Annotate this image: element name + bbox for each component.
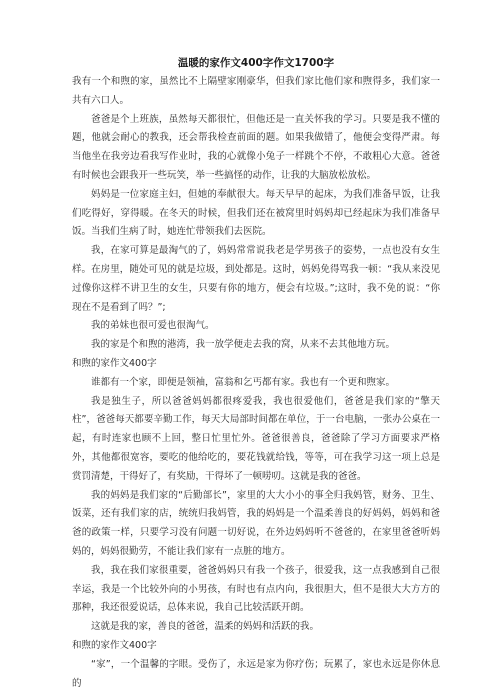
paragraph: 我是独生子，所以爸爸妈妈都很疼爱我，我也很爱他们，爸爸是我们家的“擎天柱”，爸爸每天都要辛勤工作，每天大局部时间都在单位，于一台电脑，一张办公桌在一起，有时连家也顾不上回，整日忙里忙外。爸爸很善良，爸爸除了学习方面要求严格外，其他都很宽容，要吃的他给吃的，要花钱就给钱，等等，可在我学习这一项上总是赏罚清楚，干得好了，有奖励，干得坏了一顿唠叨。这就是我的爸爸。 (72, 395, 440, 482)
section-heading: 我有一个和煦的家，虽然比不上隔壁家刚豪华，但我们家比他们家和煦得多，我们家一共有六口人。 (72, 76, 440, 106)
document-title: 温暖的家作文400字作文1700字 (177, 57, 335, 69)
section-heading: 和煦的家作文400字 (72, 639, 157, 651)
paragraph: 爸爸是个上班族，虽然每天都很忙，但他还是一直关怀我的学习。只要是我不懂的题，他就会耐心的教我，还会帮我检查前面的题。如果我做错了，他便会变得严肃。每当他坐在我旁边看我写作业时，我的心就像小兔子一样跳个不停，不敢粗心大意。爸爸有时候也会跟我开一些玩笑，举一些搞怪的动作，让我的大脑放松放松。 (72, 113, 440, 181)
paragraph: 谁都有一个家，即便是领袖，富翁和乞丐都有家。我也有一个更和煦家。 (91, 376, 396, 388)
paragraph: 妈妈是一位家庭主妇，但她的奉献很大。每天早早的起床，为我们准备早饭，让我们吃得好，穿得暖。在冬天的时候，但我们还在被窝里时妈妈却已经起床为我们准备早饭。当我们生病了时，她连忙带领我们去医院。 (72, 188, 440, 238)
paragraph: 我，我在我们家很重要，爸爸妈妈只有我一个孩子，很爱我，这一点我感到自己很幸运，我是一个比较外向的小男孩，有时也有点内向，我很胆大，但不是很大大方方的那种，我还很爱说话，总体来说，我自己比较活跃开朗。 (72, 564, 440, 614)
paragraph: “家”，一个温馨的字眼。受伤了，永远是家为你疗伤；玩累了，家也永远是你休息的 (72, 658, 440, 689)
paragraph: 我的家是个和煦的港湾，我一放学便走去我的窝，从来不去其他地方玩。 (91, 339, 396, 351)
paragraph: 这就是我的家，善良的爸爸，温柔的妈妈和活跃的我。 (91, 621, 320, 633)
paragraph: 我的弟妹也很可爱也很淘气。 (91, 320, 215, 332)
paragraph: 我的妈妈是我们家的“后勤部长”，家里的大大小小的事全归我妈管，财务、卫生、饭菜，还有我们家的店，统统归我妈管，我的妈妈是一个温柔善良的好妈妈，妈妈和爸爸的政策一样，只要学习没有问题一切好说，在外边妈妈听不爸爸的，在家里爸爸听妈妈的，妈妈很勤劳，不能让我们家有一点脏的地方。 (72, 489, 440, 557)
paragraph: 我，在家可算是最淘气的了，妈妈常常说我老是学男孩子的姿势，一点也没有女生样。在房里，随处可见的就是垃圾，到处都是。这时，妈妈免得骂我一顿：“我从来没见过像你这样不讲卫生的女生，只要有你的地方，便会有垃圾。”;这时，我不免的说：“你现在不是看到了吗？”; (72, 245, 440, 313)
section-heading: 和煦的家作文400字 (72, 357, 157, 369)
document-body (72, 73, 440, 693)
